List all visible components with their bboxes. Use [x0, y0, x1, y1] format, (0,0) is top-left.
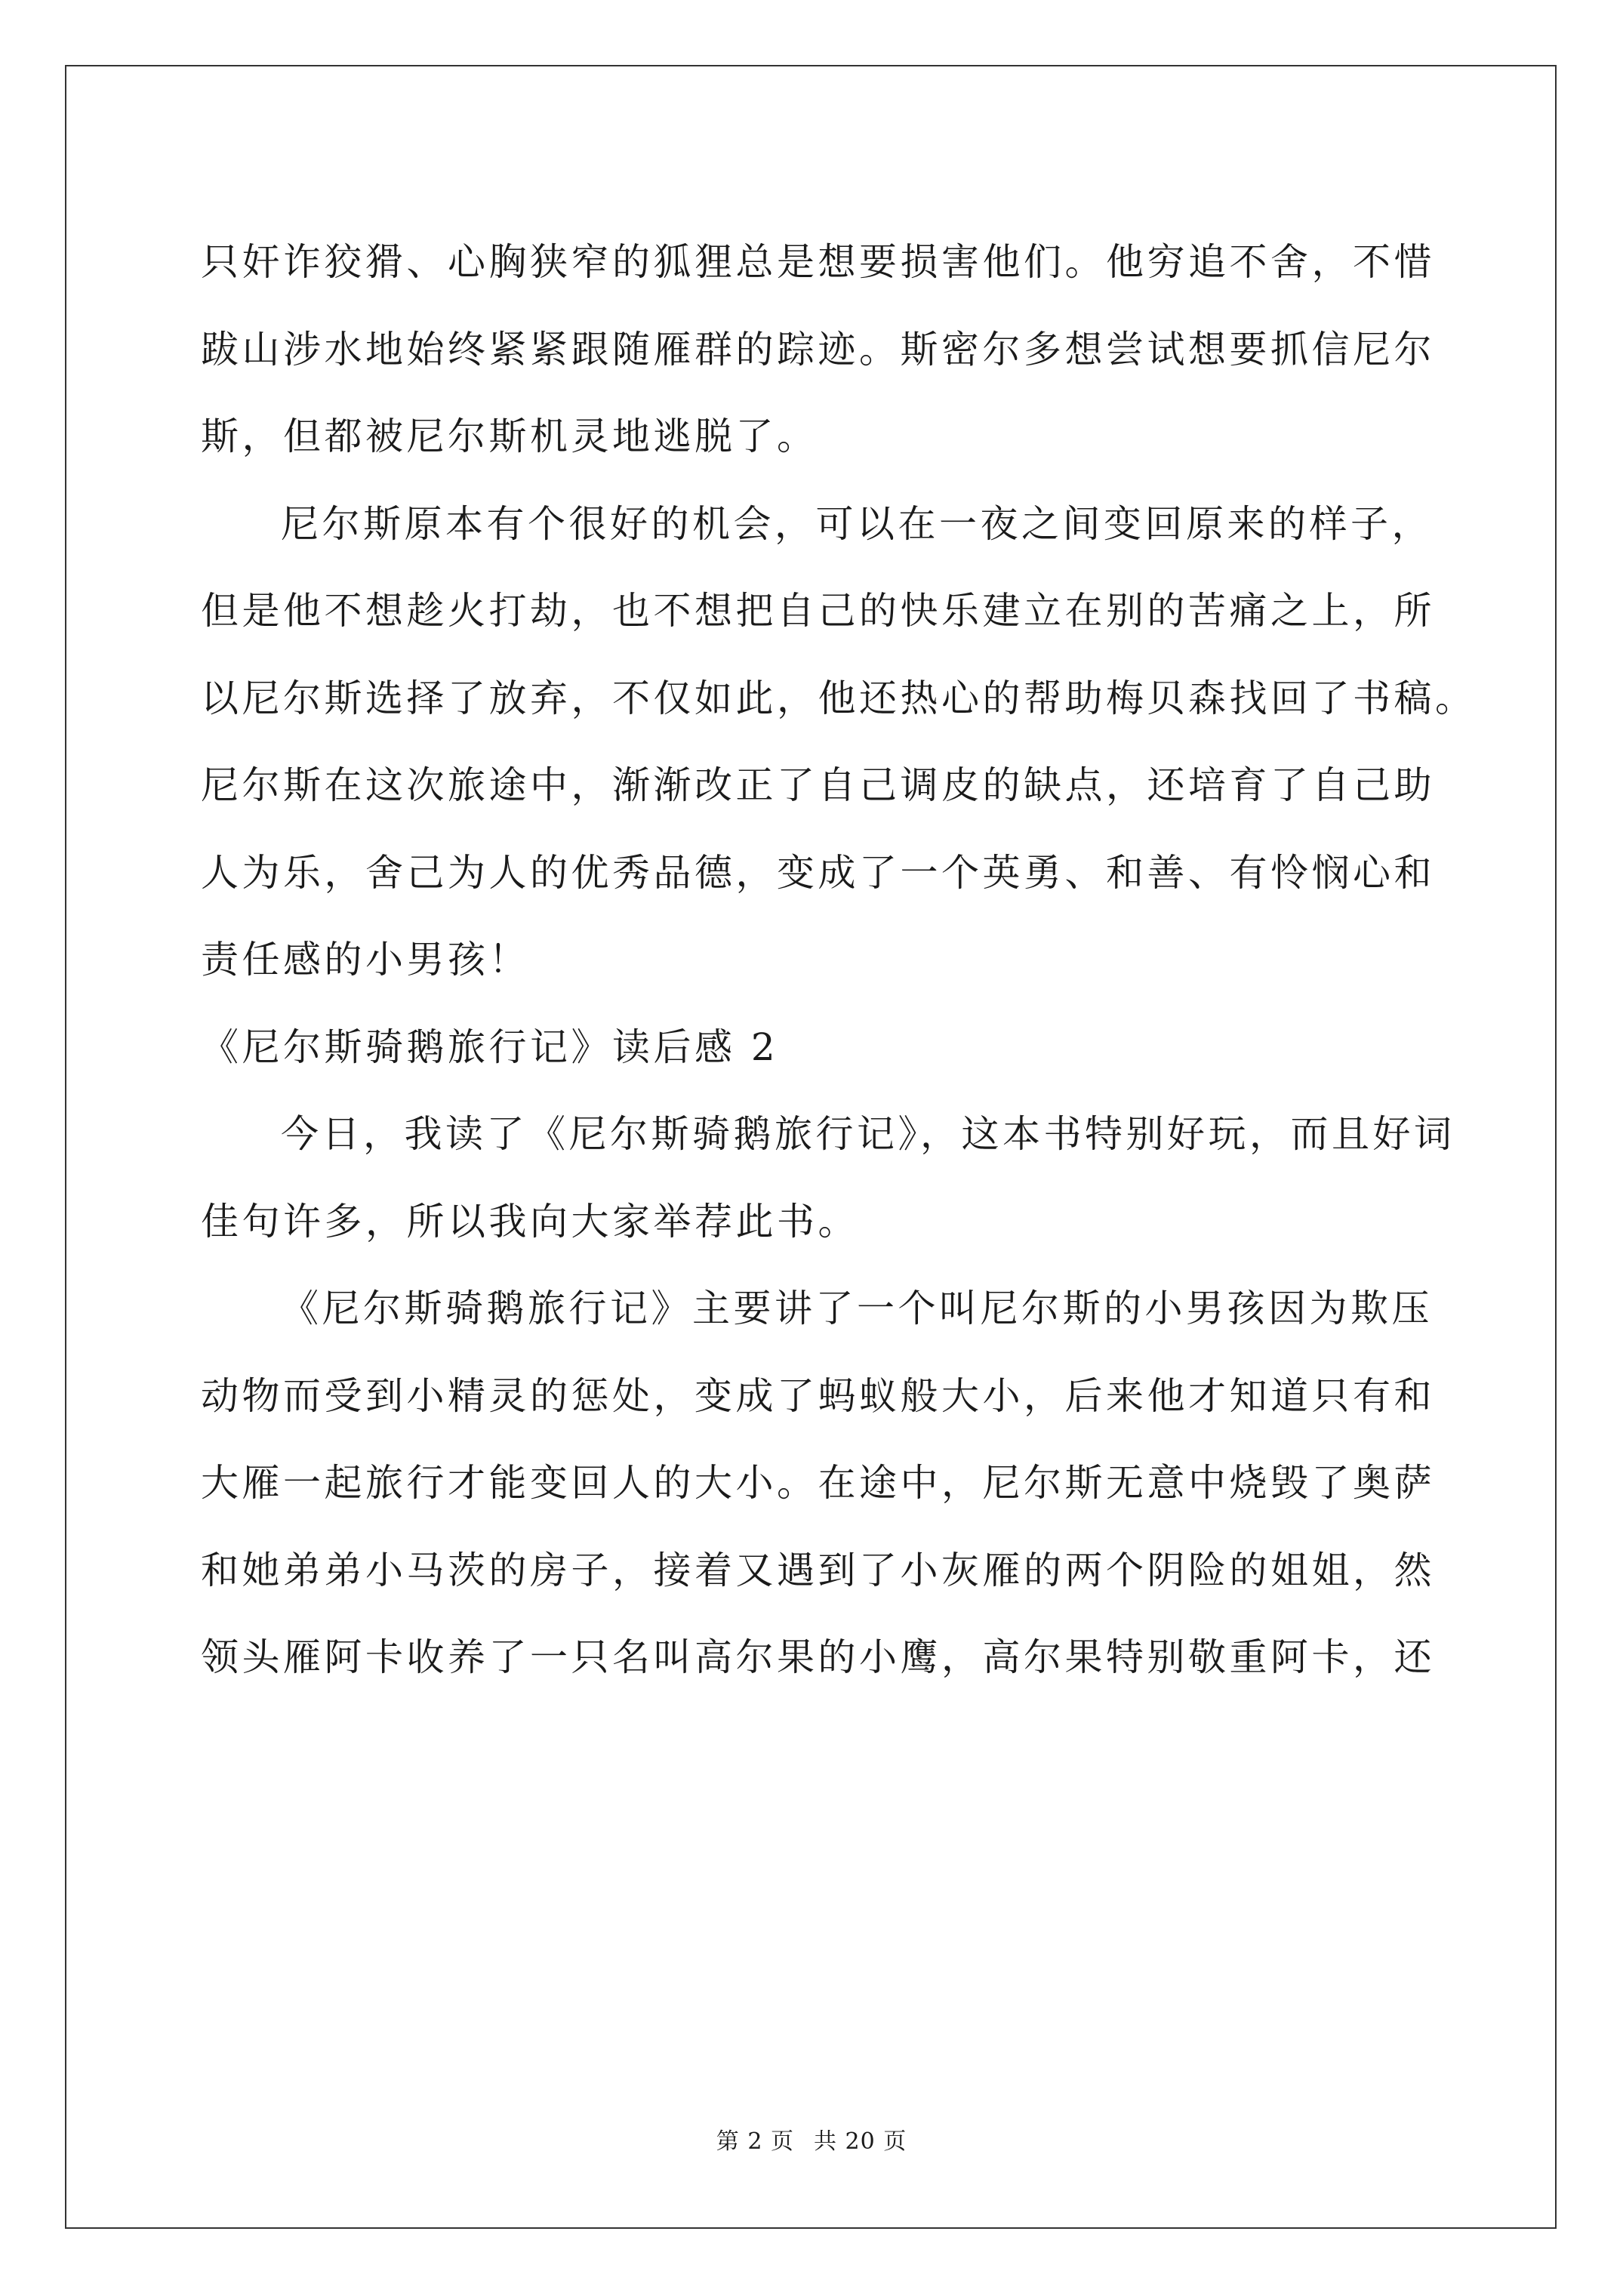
text-line: 但是他不想趁火打劫，也不想把自己的快乐建立在别的苦痛之上，所 [201, 589, 1435, 633]
paragraph [201, 481, 1477, 1004]
section-heading [201, 1004, 1424, 1092]
page-number: 第 2 页 [716, 2128, 794, 2155]
text-line: 动物而受到小精灵的惩处，变成了蚂蚁般大小，后来他才知道只有和 [201, 1373, 1435, 1418]
text-line: 斯，但都被尼尔斯机灵地逃脱了。 [201, 415, 818, 458]
text-line: 尼尔斯在这次旅途中，渐渐改正了自己调皮的缺点，还培育了自己助 [201, 763, 1435, 807]
text-line: 大雁一起旅行才能变回人的大小。在途中，尼尔斯无意中烧毁了奥萨 [201, 1461, 1435, 1505]
text-line: 和她弟弟小马茨的房子，接着又遇到了小灰雁的两个阴险的姐姐，然 [201, 1548, 1435, 1592]
page-total: 共 20 页 [813, 2128, 907, 2155]
text-line: 跋山涉水地始终紧紧跟随雁群的踪迹。斯密尔多想尝试想要抓信尼尔 [201, 327, 1435, 371]
text-line: 《尼尔斯骑鹅旅行记》主要讲了一个叫尼尔斯的小男孩因为欺压 [281, 1287, 1433, 1330]
text-line: 领头雁阿卡收养了一只名叫高尔果的小鹰，高尔果特别敬重阿卡，还 [201, 1635, 1435, 1679]
text-line: 佳句许多，所以我向大家举荐此书。 [201, 1199, 859, 1244]
paragraph [201, 1265, 1435, 1702]
text-line: 只奸诈狡猾、心胸狭窄的狐狸总是想要损害他们。他穷追不舍，不惜 [201, 240, 1435, 284]
text-line: 人为乐，舍己为人的优秀品德，变成了一个英勇、和善、有怜悯心和 [201, 850, 1435, 895]
paragraph [201, 219, 1435, 481]
text-line: 尼尔斯原本有个很好的机会，可以在一夜之间变回原来的样子， [281, 501, 1433, 546]
heading-text: 《尼尔斯骑鹅旅行记》读后感 2 [201, 1025, 779, 1069]
text-line: 责任感的小男孩！ [201, 938, 530, 982]
text-line: 今日，我读了《尼尔斯骑鹅旅行记》，这本书特别好玩，而且好词 [281, 1112, 1455, 1156]
page-footer [0, 2127, 1623, 2157]
paragraph [201, 1091, 1455, 1265]
document-body [201, 219, 1477, 1702]
text-line: 以尼尔斯选择了放弃，不仅如此，他还热心的帮助梅贝森找回了书稿。 [201, 676, 1477, 720]
